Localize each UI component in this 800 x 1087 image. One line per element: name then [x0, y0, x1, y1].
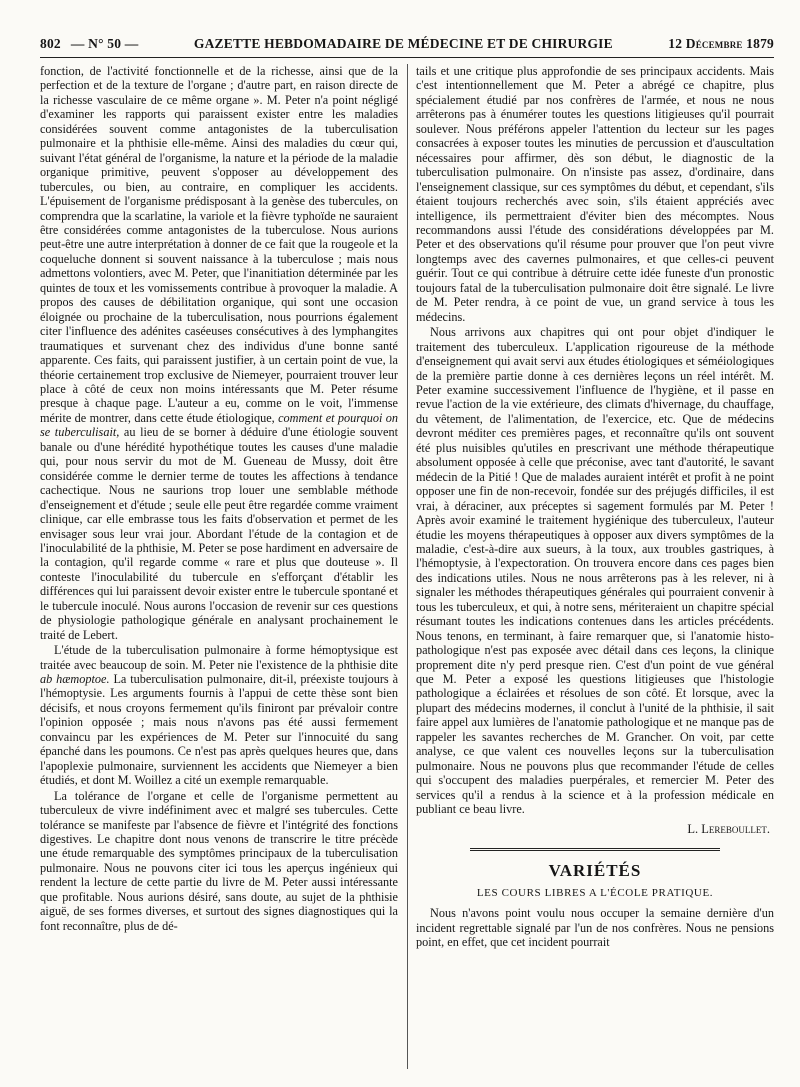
journal-title: GAZETTE HEBDOMADAIRE DE MÉDECINE ET DE CHIRURGIE — [193, 36, 613, 51]
section-separator — [470, 848, 720, 851]
page-number: 802 — [40, 36, 61, 51]
issue-date: 12 Décembre 1879 — [668, 36, 774, 51]
left-column — [40, 64, 398, 1069]
column-divider — [407, 64, 408, 1069]
emphasis-text: ab hæmoptoe. — [40, 672, 110, 687]
paragraph-hemoptysis — [40, 643, 398, 788]
paragraph-tolerance: La tolérance de l'organe et celle de l'organisme permettent au tuberculeux de vivre indéfiniment avec et malgré ses tubercules. Cette tolérance se manifeste par l'absence de fièvre et l'intégrité des fonctions digestives. Le chapitre dont nous venons de transcrire le titre précède une étude remarquable des symptômes principaux de la tuberculisation pulmonaire. Nous ne pouvons citer ici tous les aperçus ingénieux qui rendent la lecture de cette partie du livre de M. Peter aussi intéressante que profitable. Nous aurions désiré, sans doute, au sujet de la phthisie aiguë, de ses formes diverses, et surtout des signes diagnostiques qui la font reconnaître, plus de dé- — [40, 788, 398, 933]
article-columns — [40, 64, 774, 1069]
right-column — [416, 64, 774, 1069]
paragraph-treatment: Nous arrivons aux chapitres qui ont pour objet d'indiquer le traitement des tuberculeux. L'application rigoureuse de la méthode d'enseignement qui avait servi aux études étiologiques et séméiologiques de la première partie donne à ces dernières leçons un réel intérêt. M. Peter examine successivement l'influence de l'hygiène, et il passe en revue l'action de la vie extérieure, des climats d'hivernage, du chauffage, du vêtement, de l'alimentation, de l'exercice, etc. Que de médecins devront méditer ces premières pages, et reconnaître qu'ils ont souvent été plus nuisibles qu'utiles en prescrivant une méthode thérapeutique absolument opposée à celle que préconise, avec tant d'autorité, le savant médecin de la Pitié ! Que de malades auraient intérêt et profit à ne point opposer une fin de non-recevoir, fondée sur des préjugés difficiles, il est vrai, à déraciner, aux préceptes si sagement formulés par M. Peter ! Après avoir examiné le traitement hygiénique des tuberculeux, l'auteur étudie les moyens thérapeutiques à opposer aux divers symptômes de la maladie, c'est-à-dire aux sueurs, à la toux, aux troubles gastriques, à l'hémoptysie, à l'expectoration. On trouvera encore dans ces pages bien des indications utiles. Nous ne nous arrêterons pas à les relever, ni à signaler les méthodes thérapeutiques générales qui pourraient convenir à tous les tuberculeux, et qui, à notre sens, mériteraient un chapitre spécial résumant toutes les indications contenues dans les articles précédents. Nous tenons, en terminant, à faire remarquer que, si l'anatomie histo-pathologique n'est pas exposée avec détail dans ces leçons, la clinique proprement dite n'y perd presque rien. C'est d'un point de vue général que M. Peter a exposé les questions litigieuses que l'histologie pathologique a éclairées et résolues de son côté. Et lorsque, avec la plupart des médecins modernes, il conclut à l'unité de la phthisie, il sait faire appel aux lumières de l'anatomie pathologique et ne manque pas de rappeler les savantes recherches de M. Grancher. On voit, par cette analyse, ce que valent ces nouvelles leçons sur la tuberculisation pulmonaire. Nous ne pouvons plus que recommander l'étude de celles qui s'occupent des maladies puerpérales, et remercier M. Peter des services qu'il a rendus à la science et à la profession médicale en publiant ce beau livre. — [416, 325, 774, 817]
paragraph-text: fonction, de l'activité fonctionnelle et de la richesse, ainsi que de la perfection et de la texture de l'organe ; d'autre part, en raison directe de la richesse vasculaire de ce même organe ». M. Peter n'a point négligé d'examiner les rapports qui paraissent exister entre les maladies considérées souvent comme antagonistes de la tuberculisation pulmonaire et la phthisie elle-même. Ainsi des maladies du cœur qui, suivant l'état général de l'organisme, la nature et la période de la maladie organique primitive, peuvent s'opposer au développement des tubercules, ou bien, au contraire, en compliquer les accidents. L'épuisement de l'organisme prédisposant à la genèse des tubercules, on comprendra que la scarlatine, la variole et la fièvre typhoïde ne sauraient être considérées comme antagonistes de la tuberculose. Nous aurions peut-être une autre interprétation à donner de ce fait que la rougeole et la coqueluche donnent si souvent naissance à la tuberculose ; mais nous admettons volontiers, avec M. Peter, que l'inanitiation déterminée par les quintes de toux et les vomissements contribue à provoquer la maladie. A propos des causes de débilitation organique, qui sont une occasion éloignée ou prochaine de la tuberculisation, nous pourrions également citer l'influence des adénites caséeuses consécutives à des lymphangites traumatiques et survenant chez des individus d'une bonne santé apparente. Ces faits, qui paraissent justifier, à un certain point de vue, la théorie certainement trop exclusive de Niemeyer, pourraient trouver leur place à côté de ceux non moins intéressants que M. Peter résume presque à chaque page. L'auteur a eu, comme on le voit, l'immense mérite de montrer, dans cette étude étiologique, — [40, 64, 398, 425]
issue-number: — N° 50 — — [70, 36, 139, 51]
section-title: VARIÉTÉS — [548, 861, 642, 881]
emphasis-text: comment et pourquoi on se tuberculisait, — [40, 410, 398, 440]
paragraph-text: La tuberculisation pulmonaire, dit-il, préexiste toujours à l'hémoptysie. Les arguments fournis à l'appui de cette thèse sont bien décisifs, et nous croyons fermement qu'ils finiront par prévaloir contre l'opinion opposée ; mais nous n'avons pas été aussi fermement convaincu par les expériences de M. Peter sur l'innocuité du sang épanché dans les poumons. Ce n'est pas après quelques heures que, dans l'apoplexie pulmonaire, surviennent les accidents que Niemeyer a bien étudiés, et dont M. Woillez a cité un exemple remarquable. — [40, 672, 398, 788]
paragraph-etiology — [40, 64, 398, 642]
author-signature: L. Lereboullet. — [687, 821, 770, 836]
paragraph-text: au lieu de se borner à déduire d'une étiologie souvent banale ou d'une hérédité hypothétique toutes les causes d'une maladie qui, pour nous servir du mot de M. Gueneau de Mussy, doit être considérée comme le dernier terme de toutes les affections à tendance cachectique. Nous ne saurions trop louer une semblable méthode d'enseignement et d'étude ; seule elle peut être regardée comme vraiment clinique, car elle embrasse tous les faits d'observation et permet de les envisager sous leur vrai jour. Abordant l'étude de la contagion et de l'inoculabilité de la phthisie, M. Peter se pose hardiment en adversaire de la contagion, qu'il regarde comme « rare et plus que douteuse ». Il conteste l'inoculabilité du tubercule en s'efforçant d'établir les différences qui lui paraissent devoir exister entre le tubercule spontané et le tubercule inoculé. Nous aurons l'occasion de revenir sur ces questions de physiologie pathologique générale en analysant prochainement le traité de Lebert. — [40, 425, 398, 642]
section-subheading: LES COURS LIBRES A L'ÉCOLE PRATIQUE. — [476, 887, 714, 900]
paragraph-varietes: Nous n'avons point voulu nous occuper la semaine dernière d'un incident regrettable signalé par l'un de nos confrères. Nous ne pensions point, en effet, que cet incident pourrait — [416, 906, 774, 950]
paragraph-text: L'étude de la tuberculisation pulmonaire à forme hémoptysique est traitée avec beaucoup de soin. M. Peter nie l'existence de la phthisie dite — [40, 643, 398, 672]
running-head — [40, 36, 774, 58]
paragraph-diagnosis: tails et une critique plus approfondie de ses principaux accidents. Mais c'est intentionnellement que M. Peter a abrégé ce chapitre, plus spécialement étudié par nos confrères de l'armée, et nous ne nous arrêterons pas à énumérer toutes les questions litigieuses qu'il pourrait soulever. Nous préférons appeler l'attention du lecteur sur les pages consacrées à exposer toutes les minuties de percussion et d'auscultation nécessaires pour affirmer, dès son début, le diagnostic de la tuberculisation pulmonaire. On n'insiste pas assez, d'ordinaire, dans l'enseignement classique, sur ces symptômes du début, et cependant, s'ils étaient toujours recherchés avec soin, s'ils étaient appréciés avec intelligence, ils permettraient d'éviter bien des mécomptes. Nous recommandons aussi l'étude des considérations développées par M. Peter et des observations qu'il résume pour prouver que l'on peut vivre longtemps avec des cavernes pulmonaires, et que celles-ci peuvent guérir. Tout ce qui contribue à détruire cette idée funeste d'un pronostic toujours fatal de la tuberculisation pulmonaire doit être signalé. Le livre de M. Peter rendra, à ce point de vue, un grand service à tous les médecins. — [416, 64, 774, 324]
